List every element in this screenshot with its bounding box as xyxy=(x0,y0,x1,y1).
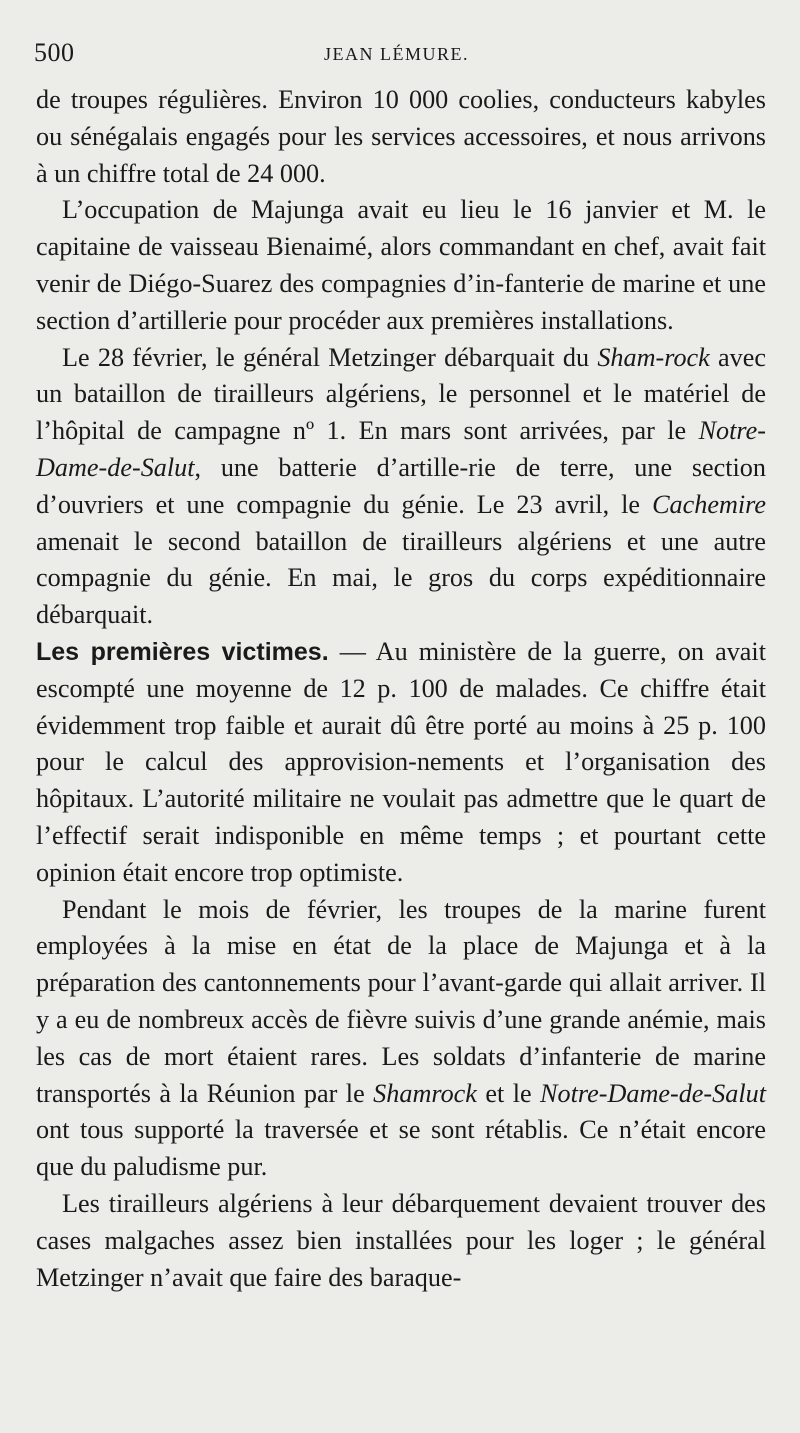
section-heading: Les premières victimes. xyxy=(36,637,329,666)
running-head xyxy=(34,38,756,72)
ship-name-cachemire: Cachemire xyxy=(652,489,766,519)
ship-name-notre-dame-de-salut: Notre-Dame-de-Salut xyxy=(36,416,766,482)
paragraph-3-text-c: , une batterie d’artille-rie de terre, une section d’ouvriers et une compagnie du génie. Le 23 avril, le xyxy=(36,452,766,519)
paragraph-3-text-b: avec un bataillon de tirailleurs algériens, le personnel et le matériel de l’hôpital de campagne nº 1. En mars sont arrivées, par le xyxy=(36,342,767,446)
paragraph-3 xyxy=(36,340,766,634)
paragraph-3-text-d: amenait le second bataillon de tirailleurs algériens et une autre compagnie du génie. En mai, le gros du corps expéditionnaire débarquait. xyxy=(36,526,766,630)
paragraph-4-text: — Au ministère de la guerre, on avait escompté une moyenne de 12 p. 100 de malades. Ce chiffre était évidemment trop faible et aurait dû être porté au moins à 25 p. 100 pour le calcul des approvision-nements et l’organisation des hôpitaux. L’autorité militaire ne voulait pas admettre que le quart de l’effectif serait indisponible en même temps ; et pourtant cette opinion était encore trop optimiste. xyxy=(36,636,766,887)
paragraph-2: L’occupation de Majunga avait eu lieu le 16 janvier et M. le capitaine de vaisseau Bienaimé, alors commandant en chef, avait fait venir de Diégo-Suarez des compagnies d’in-fanterie de marine et une section d’artillerie pour procéder aux premières installations. xyxy=(36,195,766,335)
paragraph-6: Les tirailleurs algériens à leur débarquement devaient trouver des cases malgaches assez bien installées pour les loger ; le général Metzinger n’avait que faire des baraque- xyxy=(36,1188,766,1292)
ship-name-shamrock-2: Shamrock xyxy=(373,1078,477,1108)
running-title: JEAN LÉMURE. xyxy=(324,44,469,64)
paragraph-4 xyxy=(36,634,766,892)
paragraph-3-text-a: Le 28 février, le général Metzinger débarquait du xyxy=(62,342,598,372)
paragraph-5-text-a: Pendant le mois de février, les troupes de la marine furent employées à la mise en état de la place de Majunga et à la préparation des cantonnements pour l’avant-garde qui allait arriver. Il y a eu de nombreux accès de fièvre suivis d’une grande anémie, mais les cas de mort étaient rares. Les soldats d’infanterie de marine transportés à la Réunion par le xyxy=(36,894,766,1108)
paragraph-5 xyxy=(36,892,766,1186)
page-number: 500 xyxy=(34,38,75,67)
page-body xyxy=(36,82,766,1296)
paragraph-5-text-c: ont tous supporté la traversée et se sont rétablis. Ce n’était encore que du paludisme pur. xyxy=(36,1115,766,1182)
paragraph-5-text-b: et le xyxy=(476,1078,541,1108)
ship-name-notre-dame-de-salut-2: Notre-Dame-de-Salut xyxy=(540,1078,766,1108)
paragraph-1: de troupes régulières. Environ 10 000 coolies, conducteurs kabyles ou sénégalais engagés pour les services accessoires, et nous arrivons à un chiffre total de 24 000. xyxy=(36,85,766,188)
ship-name-shamrock: Sham-rock xyxy=(597,342,710,372)
